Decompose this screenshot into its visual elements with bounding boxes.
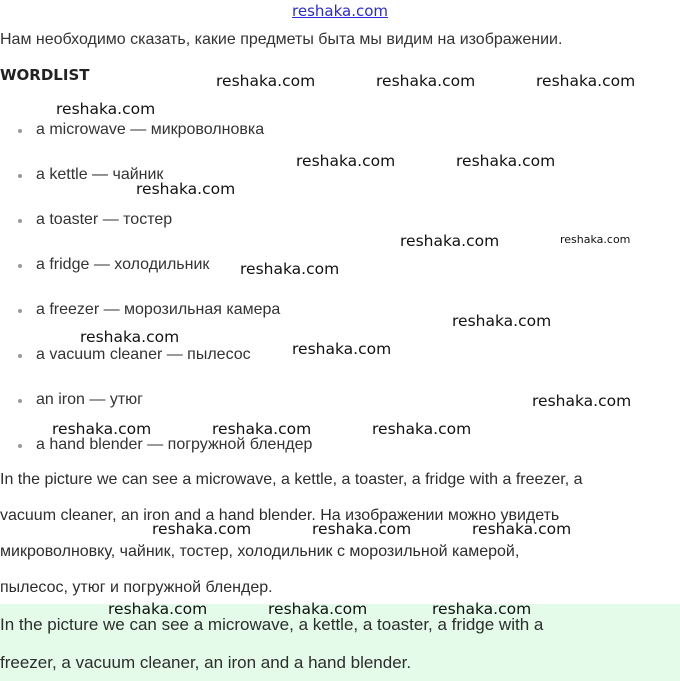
watermark: reshaka.com — [216, 72, 316, 90]
intro-text: Нам необходимо сказать, какие предметы быта мы видим на изображении. — [0, 31, 563, 48]
paragraph-line: микроволновку, чайник, тостер, холодильник с морозильной камерой, — [0, 543, 520, 560]
wordlist-item — [36, 211, 172, 229]
paragraph-line: vacuum cleaner, an iron and a hand blender. На изображении можно увидеть — [0, 507, 560, 524]
watermark: reshaka.com — [536, 72, 636, 90]
wordlist-item-text: a toaster — тостер — [36, 211, 173, 228]
watermark: reshaka.com — [240, 260, 340, 278]
bullet-icon — [18, 399, 22, 403]
wordlist-item — [36, 346, 251, 364]
bullet-icon — [18, 129, 22, 133]
wordlist-item-text: an iron — утюг — [36, 391, 143, 408]
wordlist-item-text: a vacuum cleaner — пылесос — [36, 346, 251, 363]
wordlist-item-text: a fridge — холодильник — [36, 256, 210, 273]
watermark: reshaka.com — [212, 420, 312, 438]
paragraph-line: пылесос, утюг и погружной блендер. — [0, 579, 273, 596]
wordlist-item — [36, 256, 209, 274]
watermark: reshaka.com — [372, 420, 472, 438]
wordlist-item-text: a kettle — чайник — [36, 166, 164, 183]
watermark: reshaka.com — [472, 520, 572, 538]
watermark: reshaka.com — [108, 600, 208, 618]
watermark: reshaka.com — [432, 600, 532, 618]
watermark: reshaka.com — [532, 392, 632, 410]
watermark: reshaka.com — [296, 152, 396, 170]
watermark: reshaka.com — [452, 312, 552, 330]
bullet-icon — [18, 264, 22, 268]
wordlist-item — [36, 121, 264, 139]
wordlist-item-text: a hand blender — погружной блендер — [36, 436, 313, 453]
watermark: reshaka.com — [136, 180, 236, 198]
wordlist-heading: WORDLIST — [0, 66, 90, 84]
watermark: reshaka.com — [80, 328, 180, 346]
watermark: reshaka.com — [376, 72, 476, 90]
bullet-icon — [18, 444, 22, 448]
bullet-icon — [18, 309, 22, 313]
wordlist-item-text: a freezer — морозильная камера — [36, 301, 281, 318]
answer-line: freezer, a vacuum cleaner, an iron and a hand blender. — [0, 653, 412, 672]
site-link[interactable]: reshaka.com — [292, 2, 388, 20]
watermark: reshaka.com — [560, 233, 631, 246]
wordlist-item-text: a microwave — микроволновка — [36, 121, 265, 138]
paragraph-line: In the picture we can see a microwave, a kettle, a toaster, a fridge with a freezer, a — [0, 471, 583, 488]
watermark: reshaka.com — [312, 520, 412, 538]
bullet-icon — [18, 219, 22, 223]
wordlist-item — [36, 391, 143, 409]
bullet-icon — [18, 354, 22, 358]
answer-line: In the picture we can see a microwave, a kettle, a toaster, a fridge with a — [0, 615, 544, 634]
watermark: reshaka.com — [52, 420, 152, 438]
bullet-icon — [18, 174, 22, 178]
watermark: reshaka.com — [268, 600, 368, 618]
watermark: reshaka.com — [152, 520, 252, 538]
watermark: reshaka.com — [400, 232, 500, 250]
wordlist-item — [36, 436, 312, 454]
wordlist-item — [36, 301, 280, 319]
watermark: reshaka.com — [292, 340, 392, 358]
watermark: reshaka.com — [456, 152, 556, 170]
watermark: reshaka.com — [56, 100, 156, 118]
